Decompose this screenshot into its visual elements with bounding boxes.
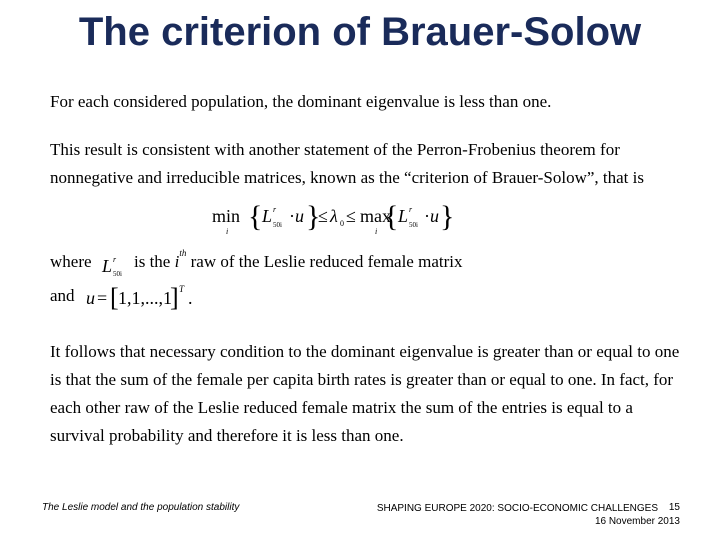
leq-2: ≤: [346, 206, 356, 226]
min-index: i: [226, 227, 229, 236]
where-description: [134, 248, 463, 272]
footer-conference: SHAPING EUROPE 2020: SOCIO-ECONOMIC CHALLENGES: [376, 503, 658, 514]
left-brace-2: {: [384, 200, 399, 233]
where-index: $i^{th}$: [174, 248, 187, 271]
u-symbol-2: u: [430, 206, 439, 226]
paragraph-perron-frobenius: This result is consistent with another statement of the Perron-Frobenius theorem for nonnegative and irreducible matrices, known as the “criterion of Brauer-Solow”, that is: [50, 140, 644, 187]
where-text-after: raw of the Leslie reduced female matrix: [190, 252, 463, 271]
L-subscript-2: 50i: [409, 221, 418, 229]
and-line: [50, 286, 75, 306]
L-superscript: r: [273, 205, 277, 214]
L-symbol: L: [262, 206, 273, 226]
u-symbol: u: [295, 206, 304, 226]
left-brace-1: {: [248, 200, 263, 233]
right-brace-2: }: [440, 200, 455, 233]
where-th: th: [179, 248, 187, 259]
L-subscript: 50i: [273, 221, 282, 229]
where-text-before: is the: [134, 252, 171, 271]
row-vector-formula: [100, 252, 128, 278]
right-bracket: ]: [170, 283, 179, 312]
transpose-symbol: T: [179, 284, 185, 294]
lambda-symbol: λ: [330, 206, 338, 226]
where-word: where: [50, 252, 92, 271]
L-symbol-2: L: [398, 206, 409, 226]
min-operator: min: [212, 206, 241, 226]
left-bracket: [: [110, 283, 119, 312]
max-operator: max: [360, 206, 391, 226]
lambda-subscript: 0: [340, 219, 344, 228]
period: .: [188, 288, 193, 308]
page-number: 15: [668, 502, 680, 513]
vector-entries: 1,1,...,1: [118, 288, 172, 308]
u-symbol-3: u: [86, 288, 95, 308]
equals-sign: =: [97, 288, 108, 308]
bullet-op-2: ·: [424, 206, 430, 226]
unit-vector-formula: [86, 282, 196, 314]
max-index: i: [375, 227, 378, 236]
and-word: and: [50, 286, 75, 305]
L-superscript-3: r: [113, 255, 117, 264]
bullet-op: ·: [289, 206, 295, 226]
footer-right-block: [377, 502, 680, 528]
L-symbol-3: L: [102, 256, 113, 276]
brauer-solow-inequality: [210, 198, 455, 238]
slide-title: The criterion of Brauer-Solow: [78, 10, 642, 54]
leq-1: ≤: [318, 206, 328, 226]
paragraph-dominant-eigenvalue: For each considered population, the dominant eigenvalue is less than one.: [50, 92, 552, 111]
footer-left-caption: The Leslie model and the population stability: [42, 502, 240, 513]
footer-date: 16 November 2013: [594, 516, 680, 527]
right-brace-1: }: [306, 200, 321, 233]
L-superscript-2: r: [409, 205, 413, 214]
L-subscript-3: 50i: [113, 270, 122, 278]
where-line: [50, 252, 92, 272]
paragraph-necessary-condition: It follows that necessary condition to the dominant eigenvalue is greater than or equal to one is that the sum of the female per capita birth rates is greater than or equal to one. In fact, for each other raw of the Leslie reduced female matrix the sum of the entries is equal to a survival probability and therefore it is less than one.: [50, 342, 680, 445]
